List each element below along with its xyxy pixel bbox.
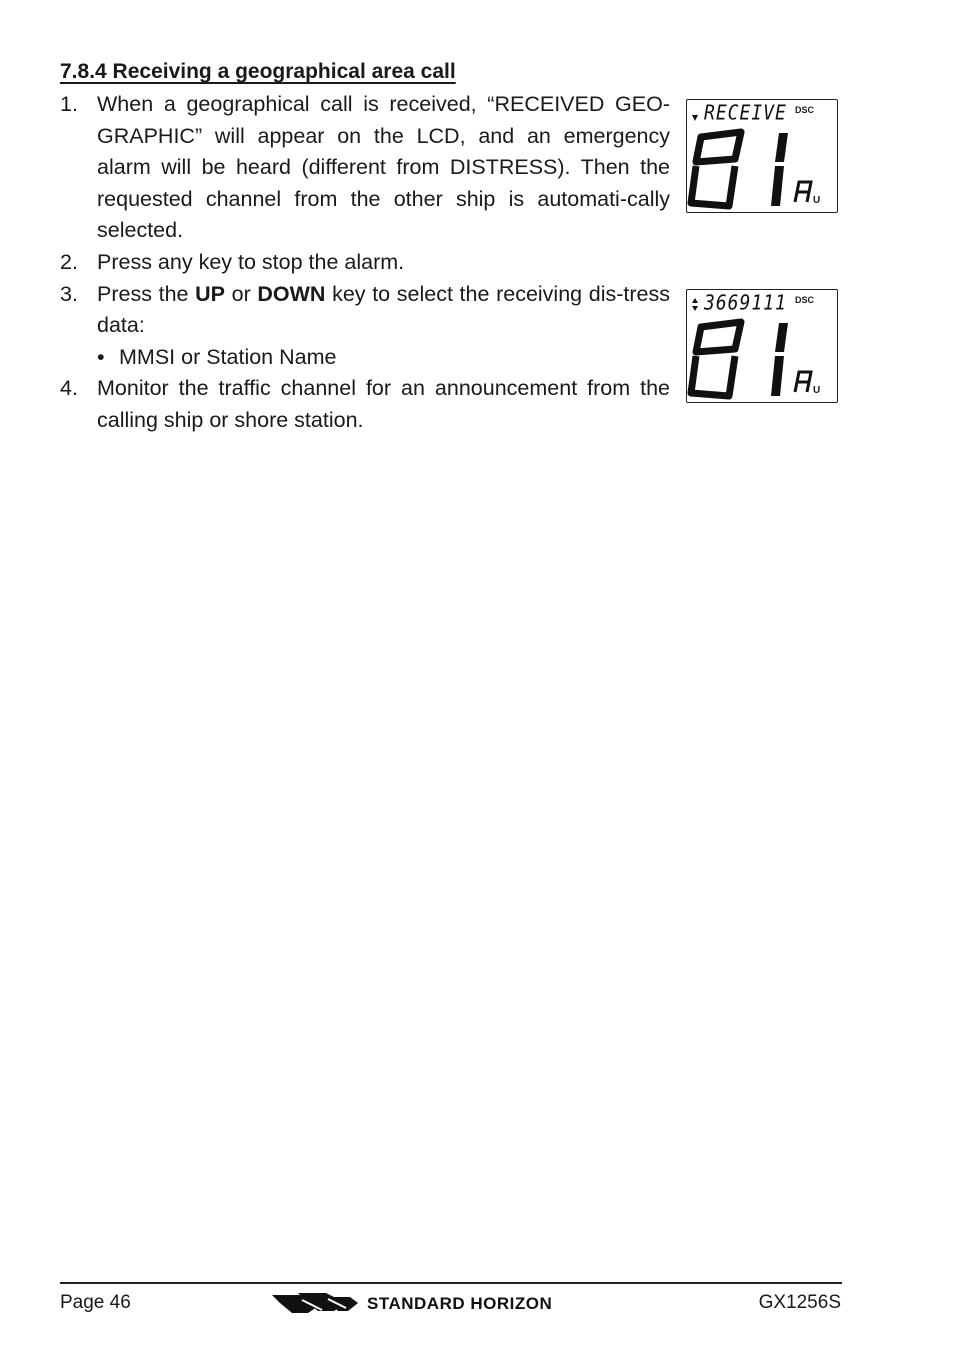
- bullet-item: [60, 342, 670, 374]
- list-item: [60, 89, 670, 247]
- lcd-display-receive: [686, 99, 838, 213]
- lcd-sub-label: U: [813, 385, 821, 396]
- instructions-list: [60, 89, 670, 437]
- section-heading: 7.8.4 Receiving a geographical area call: [60, 60, 456, 83]
- lcd-sub-label: U: [813, 195, 821, 206]
- list-item: [60, 247, 670, 279]
- lcd-display-mmsi: [686, 289, 838, 403]
- step-number: 2.: [60, 249, 78, 274]
- up-key-label: UP: [195, 281, 225, 306]
- list-item: [60, 373, 670, 436]
- step-text: Monitor the traffic channel for an announcement from the calling ship or shore station.: [97, 376, 670, 432]
- brand-wings-icon: [272, 1291, 362, 1317]
- page-number: Page 46: [60, 1292, 131, 1313]
- step-text: Press any key to stop the alarm.: [97, 249, 405, 274]
- step-text: When a geographical call is received, “RECEIVED GEO-GRAPHIC” will appear on the LCD, and an emergency alarm will be heard (different from DISTRESS). Then the requested channel from the other ship is automati-cally selected.: [97, 92, 670, 243]
- step-text: [97, 282, 670, 338]
- dsc-badge: DSC: [795, 105, 815, 115]
- down-key-label: DOWN: [257, 281, 326, 306]
- step-text-part: Press the: [97, 281, 196, 306]
- list-item: [60, 279, 670, 342]
- model-number: GX1256S: [758, 1292, 841, 1313]
- brand-name: STANDARD HORIZON: [367, 1294, 553, 1313]
- bullet-icon: •: [97, 344, 105, 369]
- down-arrow-icon: [692, 306, 698, 311]
- step-text-part: key to select the receiving dis-tress data:: [97, 281, 670, 338]
- step-number: 1.: [60, 92, 78, 116]
- bullet-text: MMSI or Station Name: [119, 344, 337, 369]
- lcd-top-text: RECEIVE: [704, 101, 787, 126]
- lcd-top-text: 3669111: [704, 291, 787, 316]
- dsc-badge: DSC: [795, 295, 815, 305]
- step-number: 4.: [60, 376, 78, 401]
- footer-divider: [60, 1282, 842, 1284]
- down-arrow-icon: [692, 115, 698, 121]
- step-number: 3.: [60, 281, 78, 306]
- up-arrow-icon: [692, 298, 698, 303]
- brand-logo: [272, 1291, 632, 1317]
- step-text-part: or: [225, 281, 258, 306]
